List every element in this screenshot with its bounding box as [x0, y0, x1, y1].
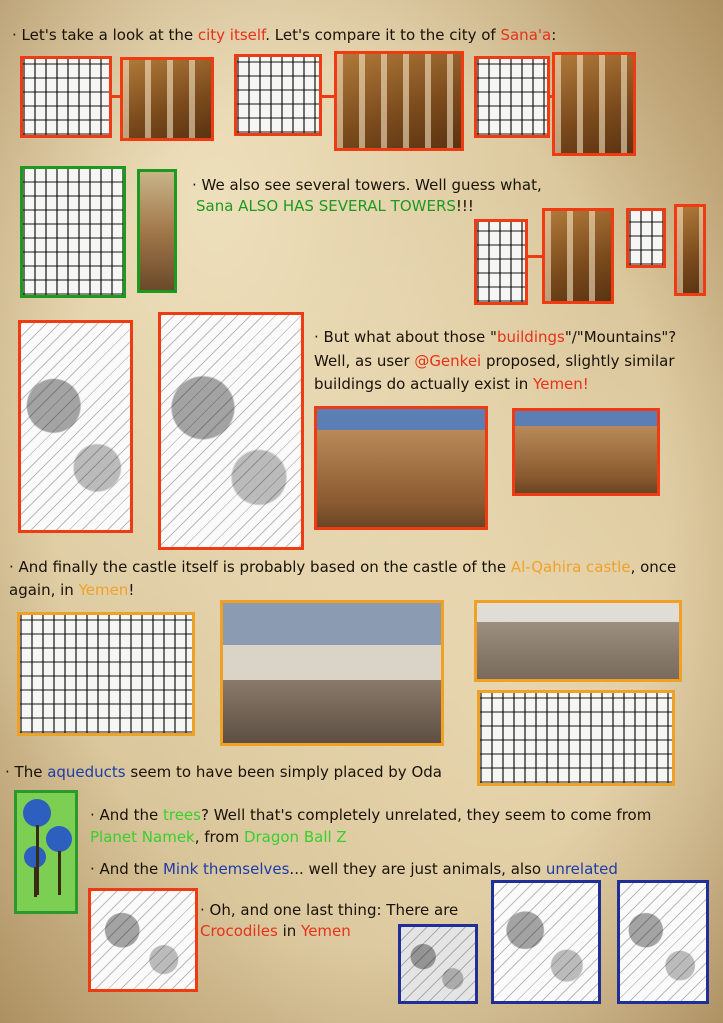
- crocodiles-text-line1: · Oh, and one last thing: There are: [200, 901, 459, 919]
- towers-text-2: Sana ALSO HAS SEVERAL TOWERS!!!: [196, 197, 474, 215]
- sanaa-tower-photo: [137, 169, 177, 293]
- highlight-yemen-2: Yemen: [78, 581, 129, 599]
- manga-mountains-panel-2: [158, 312, 304, 550]
- highlight-unrelated: unrelated: [545, 860, 618, 878]
- trees-text-line2: Planet Namek, from Dragon Ball Z: [90, 828, 347, 846]
- shibam-buildings-photo-2: [512, 408, 660, 496]
- highlight-planet-namek: Planet Namek: [90, 828, 195, 846]
- tree-icon: [17, 793, 75, 911]
- manga-tower-detail-panel: [474, 219, 528, 305]
- aqueducts-text: · The aqueducts seem to have been simply placed by Oda: [5, 763, 442, 781]
- highlight-yemen-3: Yemen: [301, 922, 351, 940]
- crocodiles-text-line2: Crocodiles in Yemen: [200, 922, 351, 940]
- sanaa-window-photo-1: [120, 57, 214, 141]
- manga-building-panel-1: [20, 56, 112, 138]
- trees-text-line1: · And the trees? Well that's completely unrelated, they seem to come from: [90, 806, 652, 824]
- highlight-sanaa: Sana'a: [500, 26, 552, 44]
- connector-line-4: [528, 255, 542, 258]
- highlight-aqueducts: aqueducts: [47, 763, 126, 781]
- highlight-mink: Mink themselves: [162, 860, 290, 878]
- highlight-city-itself: city itself: [197, 26, 266, 44]
- highlight-al-qahira: Al-Qahira castle: [510, 558, 631, 576]
- manga-building-panel-3: [474, 56, 550, 138]
- manga-mink-panel-1: [398, 924, 478, 1004]
- highlight-sana-towers: Sana ALSO HAS SEVERAL TOWERS: [196, 197, 456, 215]
- manga-mink-panel-3: [617, 880, 709, 1004]
- towers-text: · We also see several towers. Well guess what,: [192, 176, 542, 194]
- namek-trees-image: [14, 790, 78, 914]
- sanaa-window-photo-2: [552, 52, 636, 156]
- al-qahira-castle-photo: [220, 600, 444, 746]
- buildings-text-line1: · But what about those "buildings"/"Mountains"?: [314, 328, 677, 346]
- sanaa-window-photo-small: [674, 204, 706, 296]
- castle-text-line1: · And finally the castle itself is probably based on the castle of the Al-Qahira castle, once: [9, 558, 677, 576]
- manga-castle-panel: [17, 612, 195, 736]
- shibam-buildings-photo-1: [314, 406, 488, 530]
- manga-window-panel-small: [626, 208, 666, 268]
- manga-mountains-panel-1: [18, 320, 133, 533]
- connector-line-1: [112, 95, 120, 98]
- highlight-buildings: buildings: [496, 328, 565, 346]
- highlight-dragon-ball-z: Dragon Ball Z: [243, 828, 347, 846]
- buildings-text-line3: buildings do actually exist in Yemen!: [314, 375, 589, 393]
- manga-mink-panel-2: [491, 880, 601, 1004]
- manga-crocodile-panel: [88, 888, 198, 992]
- highlight-crocodiles: Crocodiles: [200, 922, 278, 940]
- castle-wall-photo: [474, 600, 682, 682]
- manga-building-panel-2: [234, 54, 322, 136]
- castle-text-line2: again, in Yemen!: [9, 581, 135, 599]
- highlight-yemen-1: Yemen!: [533, 375, 589, 393]
- highlight-trees: trees: [162, 806, 201, 824]
- buildings-text-line2: Well, as user @Genkei proposed, slightly similar: [314, 352, 675, 370]
- highlight-genkei: @Genkei: [414, 352, 482, 370]
- manga-aqueduct-panel: [477, 690, 675, 786]
- connector-line-2: [322, 95, 334, 98]
- manga-towers-panel: [20, 166, 126, 298]
- sanaa-tower-window-photo: [542, 208, 614, 304]
- intro-city-text: · Let's take a look at the city itself. Let's compare it to the city of Sana'a:: [12, 26, 557, 44]
- sanaa-arches-photo: [334, 51, 464, 151]
- mink-text: · And the Mink themselves... well they are just animals, also unrelated: [90, 860, 618, 878]
